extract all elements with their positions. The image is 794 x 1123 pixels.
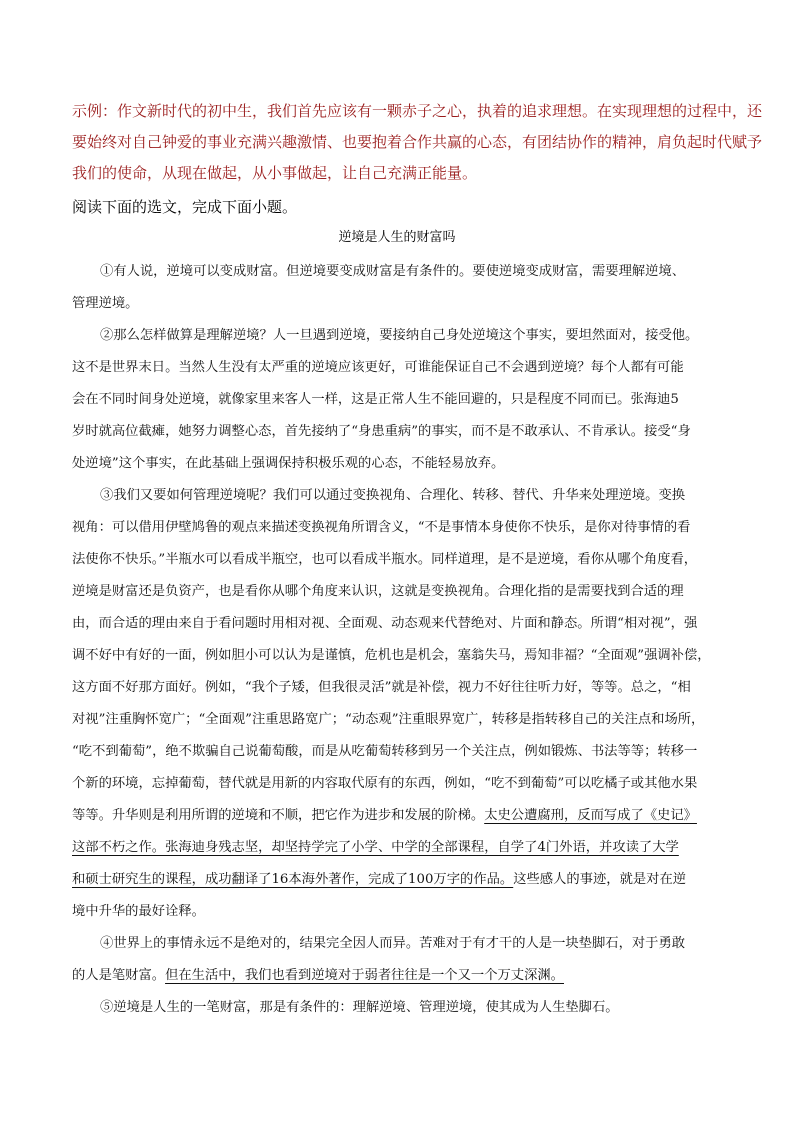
example-line: 我们的使命，从现在做起，从小事做起，让自己充满正能量。 bbox=[72, 164, 478, 182]
paragraph-3-line bbox=[72, 832, 732, 864]
underlined-sentence: 这部不朽之作。张海迪身残志坚，却坚持学完了小学、中学的全部课程，自学了4门外语，并攻读了大学 bbox=[72, 840, 679, 855]
paragraph-3-line: 对视”注重胸怀宽广；“全面观”注重思路宽广；“动态观”注重眼界宽广，转移是指转移自己的关注点和场所， bbox=[72, 712, 705, 727]
underlined-sentence: 太史公遭腐刑，反而写成了《史记》 bbox=[484, 808, 697, 823]
paragraph-5-line: ⑤逆境是人生的一笔财富，那是有条件的：理解逆境、管理逆境，使其成为人生垫脚石。 bbox=[100, 1000, 619, 1015]
paragraph-2-line: ②那么怎样做算是理解逆境？人一旦遇到逆境，要接纳自己身处逆境这个事实，要坦然面对，接受他。 bbox=[100, 328, 699, 343]
paragraph-3-line: ③我们又要如何管理逆境呢？我们可以通过变换视角、合理化、转移、替代、升华来处理逆境。变换 bbox=[100, 488, 686, 503]
underlined-sentence: 但在生活中，我们也看到逆境对于弱者往往是一个又一个万丈深渊。 bbox=[165, 968, 564, 983]
paragraph-3-line: 调不好中有好的一面，例如胆小可以认为是谨慎，危机也是机会，塞翁失马，焉知非福？“全面观”强调补偿， bbox=[72, 648, 711, 663]
paragraph-4-line bbox=[72, 960, 732, 992]
paragraph-3-line: 视角：可以借用伊壁鸠鲁的观点来描述变换视角所谓含义，“不是事情本身使你不快乐，是你对待事情的看 bbox=[72, 520, 691, 535]
paragraph-2-line: 处逆境”这个事实，在此基础上强调保持积极乐观的心态，不能轻易放弃。 bbox=[72, 456, 505, 471]
paragraph-2-line: 岁时就高位截瘫，她努力调整心态，首先接纳了“身患重病”的事实，而不是不敢承认、不肯承认。接受“身 bbox=[72, 424, 691, 439]
paragraph-3-line: 法使你不快乐。”半瓶水可以看成半瓶空，也可以看成半瓶水。同样道理，是不是逆境，看你从哪个角度看， bbox=[72, 552, 698, 567]
paragraph-4-text: 的人是笔财富。 bbox=[72, 968, 166, 983]
paragraph-3-line bbox=[72, 800, 732, 832]
paragraph-3-line bbox=[72, 864, 732, 896]
example-answer bbox=[72, 96, 763, 189]
example-line: 要始终对自己钟爱的事业充满兴趣激情、也要抱着合作共赢的心态，有团结协作的精神，肩负起时代赋予 bbox=[72, 133, 763, 151]
paragraph-3-line: 逆境是财富还是负资产，也是看你从哪个角度来认识，这就是变换视角。合理化指的是需要找到合适的理 bbox=[72, 584, 684, 599]
article-body bbox=[72, 256, 732, 1024]
example-line: 示例：作文新时代的初中生，我们首先应该有一颗赤子之心，执着的追求理想。在实现理想的过程中，还 bbox=[72, 102, 763, 120]
paragraph-1-line: ①有人说，逆境可以变成财富。但逆境要变成财富是有条件的。要使逆境变成财富，需要理解逆境、 bbox=[100, 264, 686, 279]
underlined-sentence: 和硕士研究生的课程，成功翻译了16本海外著作，完成了100万字的作品。 bbox=[72, 872, 514, 887]
paragraph-3-line: “吃不到葡萄”，绝不欺骗自己说葡萄酸，而是从吃葡萄转移到另一个关注点，例如锻炼、书法等等；转移一 bbox=[72, 744, 698, 759]
paragraph-3-text: 等等。升华则是利用所谓的逆境和不顺，把它作为进步和发展的阶梯。 bbox=[72, 808, 485, 823]
paragraph-2-line: 这不是世界末日。当然人生没有太严重的逆境应该更好，可谁能保证自己不会遇到逆境？每个人都有可能 bbox=[72, 360, 684, 375]
paragraph-3-text: 这些感人的事迹，就是对在逆 bbox=[513, 872, 687, 887]
paragraph-3-line: 个新的环境，忘掉葡萄，替代就是用新的内容取代原有的东西，例如，“吃不到葡萄”可以吃橘子或其他水果 bbox=[72, 776, 698, 791]
paragraph-2-line: 会在不同时间身处逆境，就像家里来客人一样，这是正常人生不能回避的，只是程度不同而已。张海迪5 bbox=[72, 392, 679, 407]
article-title: 逆境是人生的财富吗 bbox=[338, 230, 456, 245]
paragraph-4-line: ④世界上的事情永远不是绝对的，结果完全因人而异。苦难对于有才干的人是一块垫脚石，对于勇敢 bbox=[100, 936, 686, 951]
paragraph-3-line: 这方面不好那方面好。例如，“我个子矮，但我很灵活”就是补偿，视力不好往往听力好，等等。总之，“相 bbox=[72, 680, 691, 695]
reading-instruction: 阅读下面的选文，完成下面小题。 bbox=[72, 198, 298, 216]
paragraph-3-line: 境中升华的最好诠释。 bbox=[72, 904, 205, 919]
paragraph-3-line: 由，而合适的理由来自于看问题时用相对视、全面观、动态观来代替绝对、片面和静态。所谓“相对视”，强 bbox=[72, 616, 698, 631]
paragraph-1-line: 管理逆境。 bbox=[72, 296, 139, 311]
